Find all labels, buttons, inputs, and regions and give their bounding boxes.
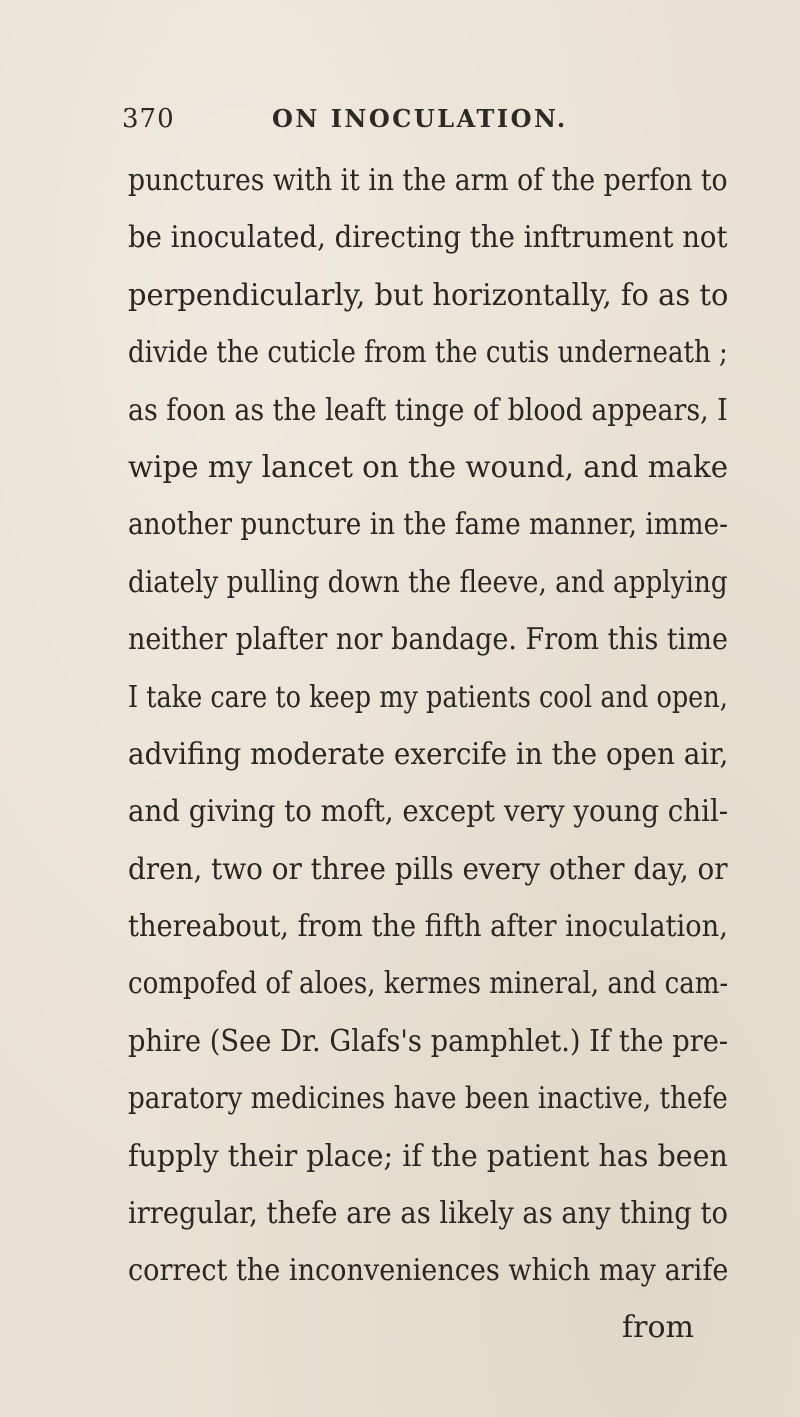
text-line: perpendicularly, but horizontally, fo as to	[128, 277, 729, 313]
text-line: punctures with it in the arm of the perfon to	[128, 163, 728, 198]
text-line: another puncture in the fame manner, imme-	[128, 507, 729, 543]
text-line: correct the inconveniences which may arife	[128, 1253, 729, 1289]
text-line: thereabout, from the fifth after inoculation,	[128, 909, 728, 945]
running-head	[122, 104, 722, 138]
page-number: 370	[122, 104, 175, 134]
text-line: as foon as the leaft tinge of blood appears, I	[128, 392, 728, 428]
text-line: and giving to moft, except very young chil-	[128, 794, 729, 830]
text-line: advifing moderate exercife in the open air,	[128, 736, 729, 772]
text-line: neither plafter nor bandage. From this time	[128, 622, 728, 658]
text-line: paratory medicines have been inactive, thefe	[128, 1081, 728, 1117]
running-title: ON INOCULATION.	[272, 104, 568, 133]
text-line: I take care to keep my patients cool and open,	[128, 679, 728, 715]
text-line: irregular, thefe are as likely as any thing to	[128, 1196, 728, 1232]
text-line: wipe my lancet on the wound, and make	[128, 449, 729, 485]
text-line: fupply their place; if the patient has been	[128, 1138, 728, 1174]
text-line: divide the cuticle from the cutis underneath ;	[128, 335, 728, 371]
text-line: be inoculated, directing the inftrument not	[128, 220, 728, 256]
text-line: phire (See Dr. Glafs's pamphlet.) If the pre-	[128, 1023, 729, 1059]
text-line: diately pulling down the fleeve, and applying	[128, 564, 728, 600]
body-text	[128, 152, 728, 1300]
text-line: dren, two or three pills every other day, or	[128, 851, 728, 887]
text-line: compofed of aloes, kermes mineral, and cam-	[128, 966, 729, 1002]
catchword: from	[622, 1310, 694, 1345]
